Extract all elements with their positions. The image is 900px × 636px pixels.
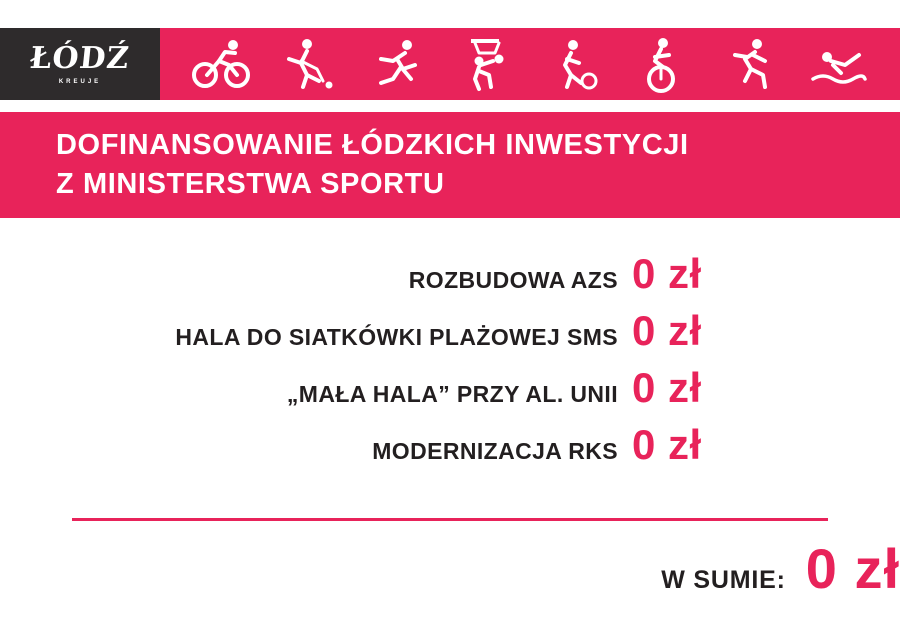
headline-band <box>0 112 900 218</box>
item-amount: 0 zł <box>632 421 702 468</box>
item-label: ROZBUDOWA AZS <box>408 267 618 293</box>
list-item <box>0 364 900 421</box>
running-icon <box>719 35 781 93</box>
list-item <box>0 421 900 478</box>
funding-list <box>0 250 900 478</box>
swimming-icon <box>807 35 869 93</box>
headline-line-1: DOFINANSOWANIE ŁÓDZKICH INWESTYCJI <box>56 129 689 162</box>
top-bar <box>0 28 900 100</box>
field-hockey-icon <box>279 35 341 93</box>
headline-line-2: Z MINISTERSTWA SPORTU <box>56 168 445 200</box>
total-row <box>0 536 900 601</box>
basketball-icon <box>455 35 517 93</box>
bmx-icon <box>631 35 693 93</box>
item-label: „MAŁA HALA” PRZY AL. UNII <box>286 381 618 407</box>
item-label: HALA DO SIATKÓWKI PLAŻOWEJ SMS <box>175 324 618 350</box>
total-amount: 0 zł <box>805 537 900 600</box>
total-divider <box>72 518 828 521</box>
item-amount: 0 zł <box>632 364 702 411</box>
item-amount: 0 zł <box>632 250 702 297</box>
city-logo <box>0 28 160 100</box>
list-item <box>0 307 900 364</box>
item-label: MODERNIZACJA RKS <box>372 438 618 464</box>
page-title <box>0 126 689 203</box>
logo-tagline: KREUJE <box>58 78 102 85</box>
item-amount: 0 zł <box>632 307 702 354</box>
list-item <box>0 250 900 307</box>
logo-wordmark: ŁÓDŹ <box>28 40 132 76</box>
sport-icons-band <box>160 28 900 100</box>
total-label: W SUMIE: <box>661 566 786 594</box>
hurdles-icon <box>367 35 429 93</box>
football-icon <box>543 35 605 93</box>
logo-mark <box>21 36 139 92</box>
cycling-icon <box>191 35 253 93</box>
